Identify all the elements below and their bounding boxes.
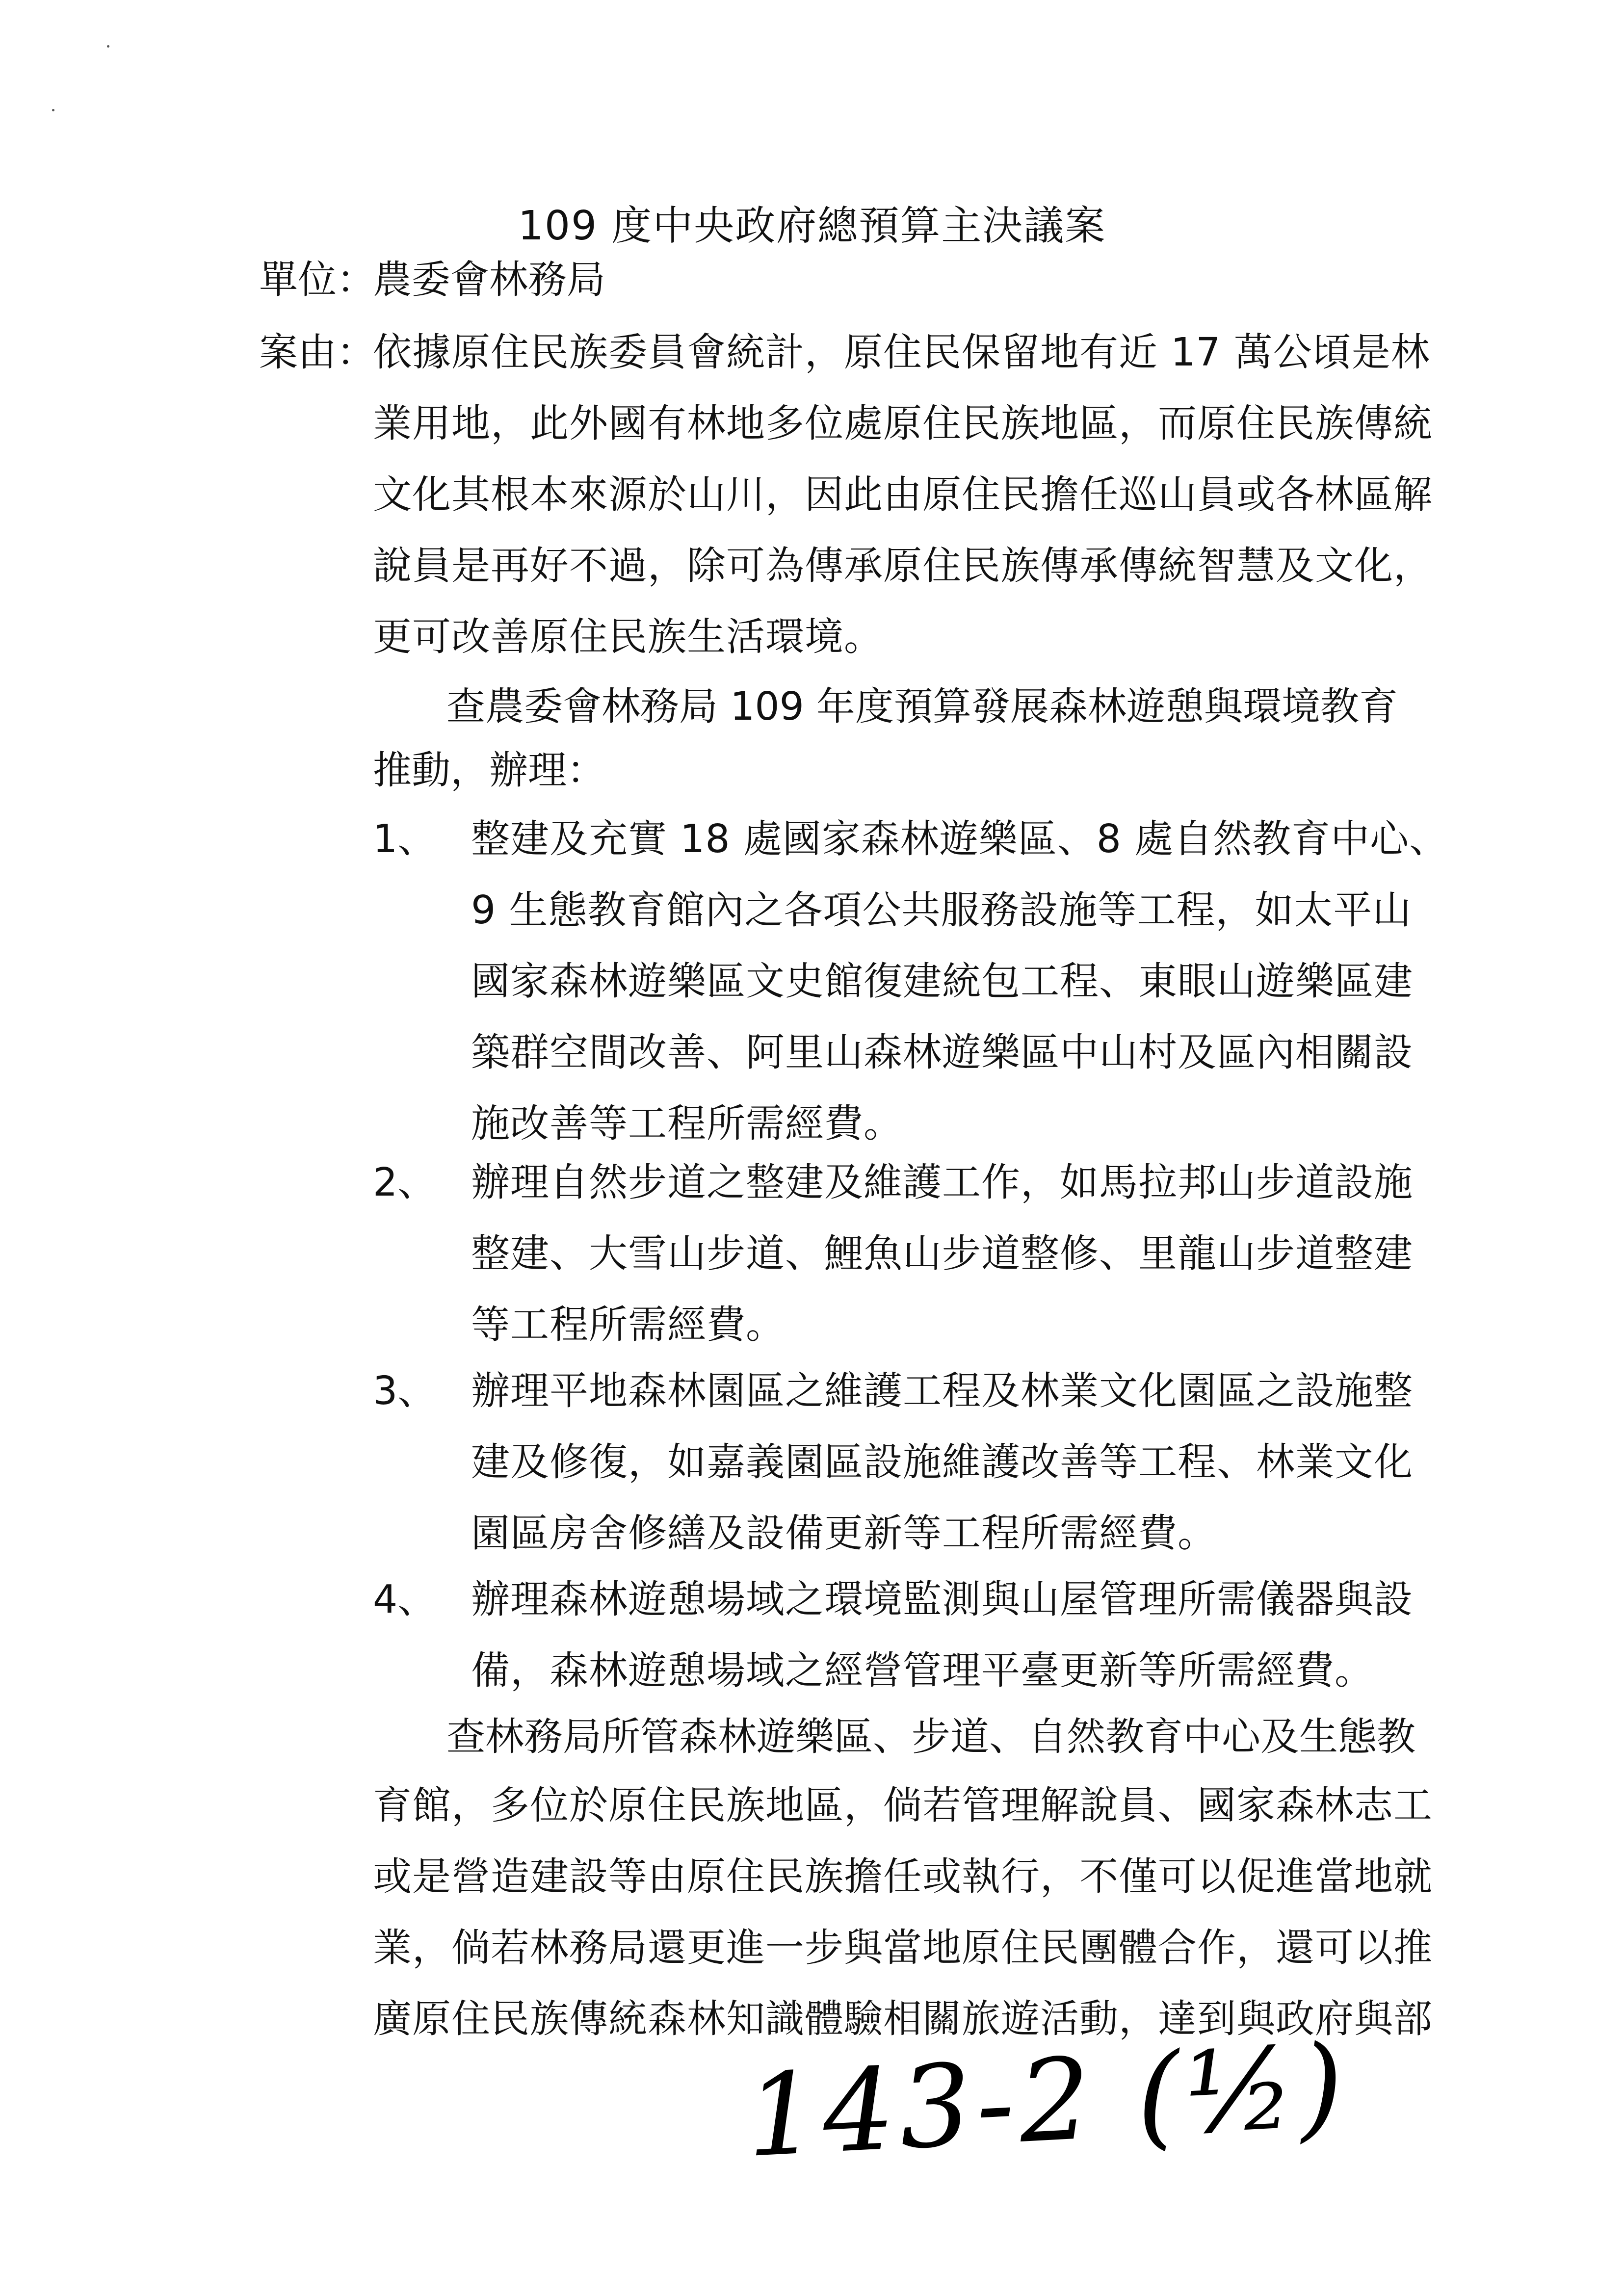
paragraph3-line: 查林務局所管森林遊樂區、步道、自然教育中心及生態教 — [446, 1714, 1415, 1759]
scan-speck — [107, 45, 109, 48]
item-4-text — [471, 1575, 1423, 1717]
paragraph3-line: 廣原住民族傳統森林知識體驗相關旅遊活動，達到與政府與部 — [373, 1996, 1433, 2041]
paragraph2-line: 推動，辦理： — [373, 748, 605, 793]
reason-line: 業用地，此外國有林地多位處原住民族地區，而原住民族傳統 — [373, 401, 1433, 446]
item-line: 辦理自然步道之整建及維護工作，如馬拉邦山步道設施 — [471, 1160, 1413, 1205]
unit-label: 單位： — [259, 257, 375, 302]
paragraph3-text — [373, 1781, 1433, 2065]
reason-label: 案由： — [259, 330, 375, 375]
handwritten-page-mark: 143-2 (½) — [742, 2020, 1352, 2183]
item-line: 辦理森林遊憩場域之環境監測與山屋管理所需儀器與設 — [471, 1577, 1413, 1622]
item-line: 辦理平地森林園區之維護工程及林業文化園區之設施整 — [471, 1368, 1413, 1413]
paragraph2-line: 查農委會林務局 109 年度預算發展森林遊憩與環境教育 — [446, 684, 1398, 729]
item-number: 2、 — [373, 1160, 437, 1205]
item-line: 施改善等工程所需經費。 — [471, 1101, 903, 1146]
item-line: 等工程所需經費。 — [471, 1302, 785, 1347]
paragraph3-line: 業，倘若林務局還更進一步與當地原住民團體合作，還可以推 — [373, 1925, 1433, 1970]
item-line: 築群空間改善、阿里山森林遊樂區中山村及區內相關設 — [471, 1030, 1413, 1075]
item-1-text — [471, 814, 1449, 1170]
reason-line: 更可改善原住民族生活環境。 — [373, 614, 883, 659]
paragraph3-line: 或是營造建設等由原住民族擔任或執行，不僅可以促進當地就 — [373, 1854, 1433, 1899]
reason-line: 說員是再好不過，除可為傳承原住民族傳承傳統智慧及文化， — [373, 543, 1433, 588]
item-3-text — [471, 1366, 1423, 1580]
item-line: 園區房舍修繕及設備更新等工程所需經費。 — [471, 1511, 1217, 1556]
reason-text — [373, 328, 1433, 683]
unit-value: 農委會林務局 — [373, 257, 605, 302]
item-number: 4、 — [373, 1577, 437, 1622]
item-number: 3、 — [373, 1368, 437, 1413]
item-number: 1、 — [373, 816, 437, 861]
reason-line: 文化其根本來源於山川，因此由原住民擔任巡山員或各林區解 — [373, 472, 1433, 517]
item-line: 整建及充實 18 處國家森林遊樂區、8 處自然教育中心、 — [471, 816, 1449, 861]
item-line: 備，森林遊憩場域之經營管理平臺更新等所需經費。 — [471, 1648, 1374, 1693]
item-2-text — [471, 1158, 1423, 1371]
item-line: 建及修復，如嘉義園區設施維護改善等工程、林業文化 — [471, 1439, 1413, 1485]
scan-speck — [52, 109, 54, 111]
paragraph3-line: 育館，多位於原住民族地區，倘若管理解說員、國家森林志工 — [373, 1783, 1433, 1828]
item-line: 國家森林遊樂區文史館復建統包工程、東眼山遊樂區建 — [471, 959, 1413, 1004]
document-title: 109 度中央政府總預算主決議案 — [518, 203, 1106, 249]
item-line: 整建、大雪山步道、鯉魚山步道整修、里龍山步道整建 — [471, 1231, 1413, 1276]
reason-line: 依據原住民族委員會統計，原住民保留地有近 17 萬公頃是林 — [373, 330, 1430, 375]
item-line: 9 生態教育館內之各項公共服務設施等工程，如太平山 — [471, 887, 1412, 933]
